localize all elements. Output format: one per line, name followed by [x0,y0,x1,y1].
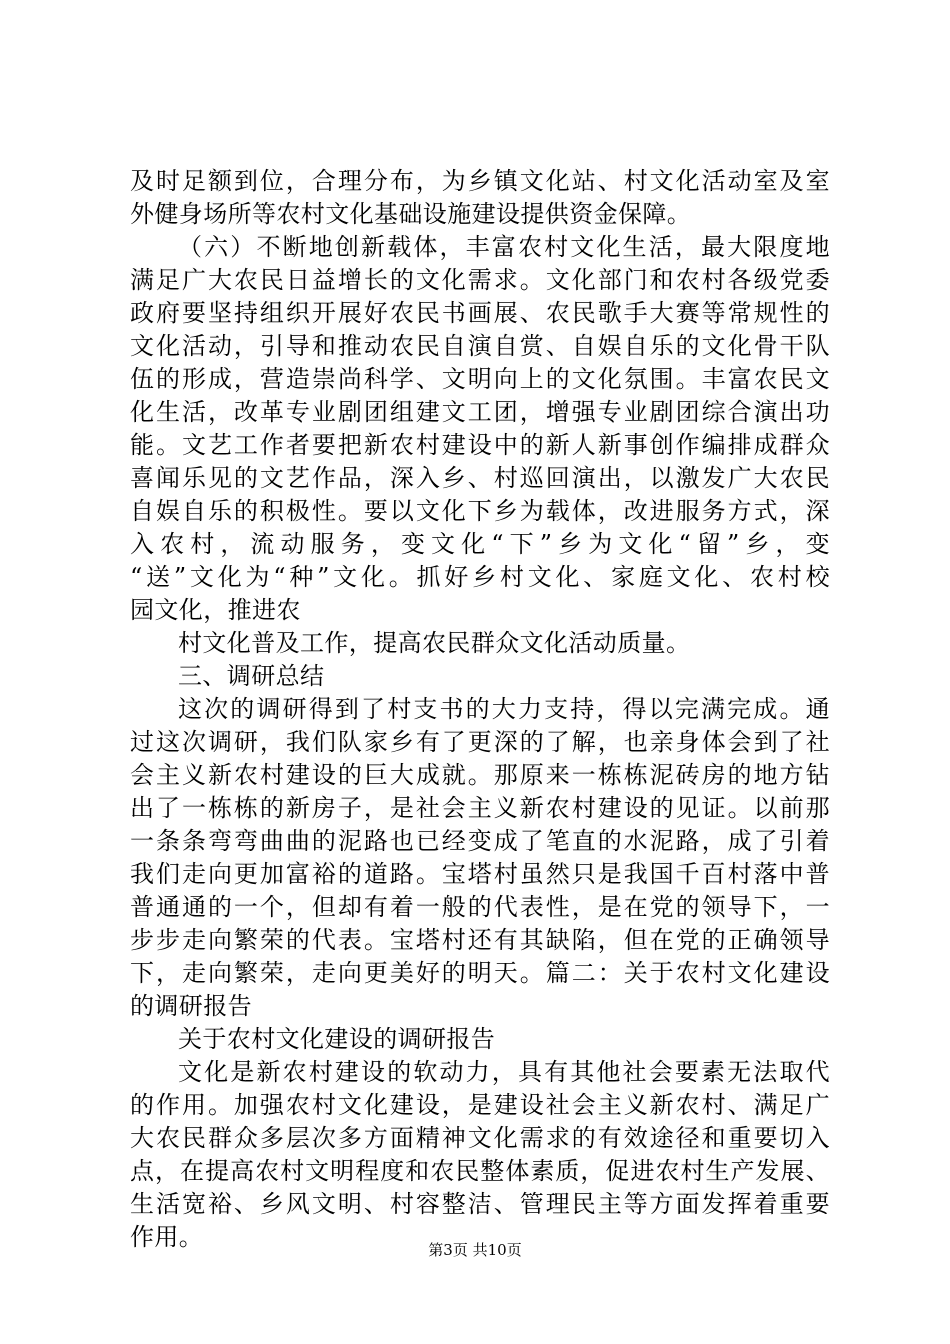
text-line: 这次的调研得到了村支书的大力支持，得以完满完成。通 [178,695,830,723]
text-line: 出了一栋栋的新房子，是社会主义新农村建设的见证。以前那 [130,794,830,822]
text-line: 外健身场所等农村文化基础设施建设提供资金保障。 [130,200,692,228]
text-line: 点，在提高农村文明程度和农民整体素质，促进农村生产发展、 [130,1157,830,1185]
text-line: （六）不断地创新载体，丰富农村文化生活，最大限度地 [178,233,830,261]
text-line: 的作用。加强农村文化建设，是建设社会主义新农村、满足广 [130,1091,830,1119]
page-number-footer: 第3页 共10页 [428,1241,522,1259]
text-line: 自娱自乐的积极性。要以文化下乡为载体，改进服务方式，深 [130,497,830,525]
text-line: 大农民群众多层次多方面精神文化需求的有效途径和重要切入 [130,1124,830,1152]
text-line: 化生活，改革专业剧团组建文工团，增强专业剧团综合演出功 [130,398,830,426]
text-line: “送”文化为“种”文化。抓好乡村文化、家庭文化、农村校 [130,563,830,591]
text-line: 村文化普及工作，提高农民群众文化活动质量。 [178,629,691,657]
text-line: 的调研报告 [130,992,252,1020]
text-line: 过这次调研，我们队家乡有了更深的了解，也亲身体会到了社 [130,728,830,756]
text-line: 我们走向更加富裕的道路。宝塔村虽然只是我国千百村落中普 [130,860,830,888]
text-line: 伍的形成，营造崇尚科学、文明向上的文化氛围。丰富农民文 [130,365,830,393]
text-line: 下，走向繁荣，走向更美好的明天。篇二：关于农村文化建设 [130,959,830,987]
text-line: 及时足额到位，合理分布，为乡镇文化站、村文化活动室及室 [130,167,830,195]
text-line: 满足广大农民日益增长的文化需求。文化部门和农村各级党委 [130,266,830,294]
body-text [130,165,830,1254]
text-line: 能。文艺工作者要把新农村建设中的新人新事创作编排成群众 [130,431,830,459]
text-line: 会主义新农村建设的巨大成就。那原来一栋栋泥砖房的地方钻 [130,761,830,789]
text-line: 喜闻乐见的文艺作品，深入乡、村巡回演出，以激发广大农民 [130,464,830,492]
text-line: 政府要坚持组织开展好农民书画展、农民歌手大赛等常规性的 [130,299,830,327]
text-line: 文化是新农村建设的软动力，具有其他社会要素无法取代 [178,1058,830,1086]
text-line: 作用。 [130,1223,204,1251]
text-line: 文化活动，引导和推动农民自演自赏、自娱自乐的文化骨干队 [130,332,830,360]
text-line: 一条条弯弯曲曲的泥路也已经变成了笔直的水泥路，成了引着 [130,827,830,855]
text-line: 园文化，推进农 [130,596,301,624]
text-line: 生活宽裕、乡风文明、村容整洁、管理民主等方面发挥着重要 [130,1190,830,1218]
text-line: 步步走向繁荣的代表。宝塔村还有其缺陷，但在党的正确领导 [130,926,830,954]
text-line: 入农村，流动服务，变文化“下”乡为文化“留”乡，变 [130,530,830,558]
text-line: 普通通的一个，但却有着一般的代表性，是在党的领导下，一 [130,893,830,921]
article-title: 关于农村文化建设的调研报告 [178,1025,496,1053]
section-heading: 三、调研总结 [178,662,325,690]
